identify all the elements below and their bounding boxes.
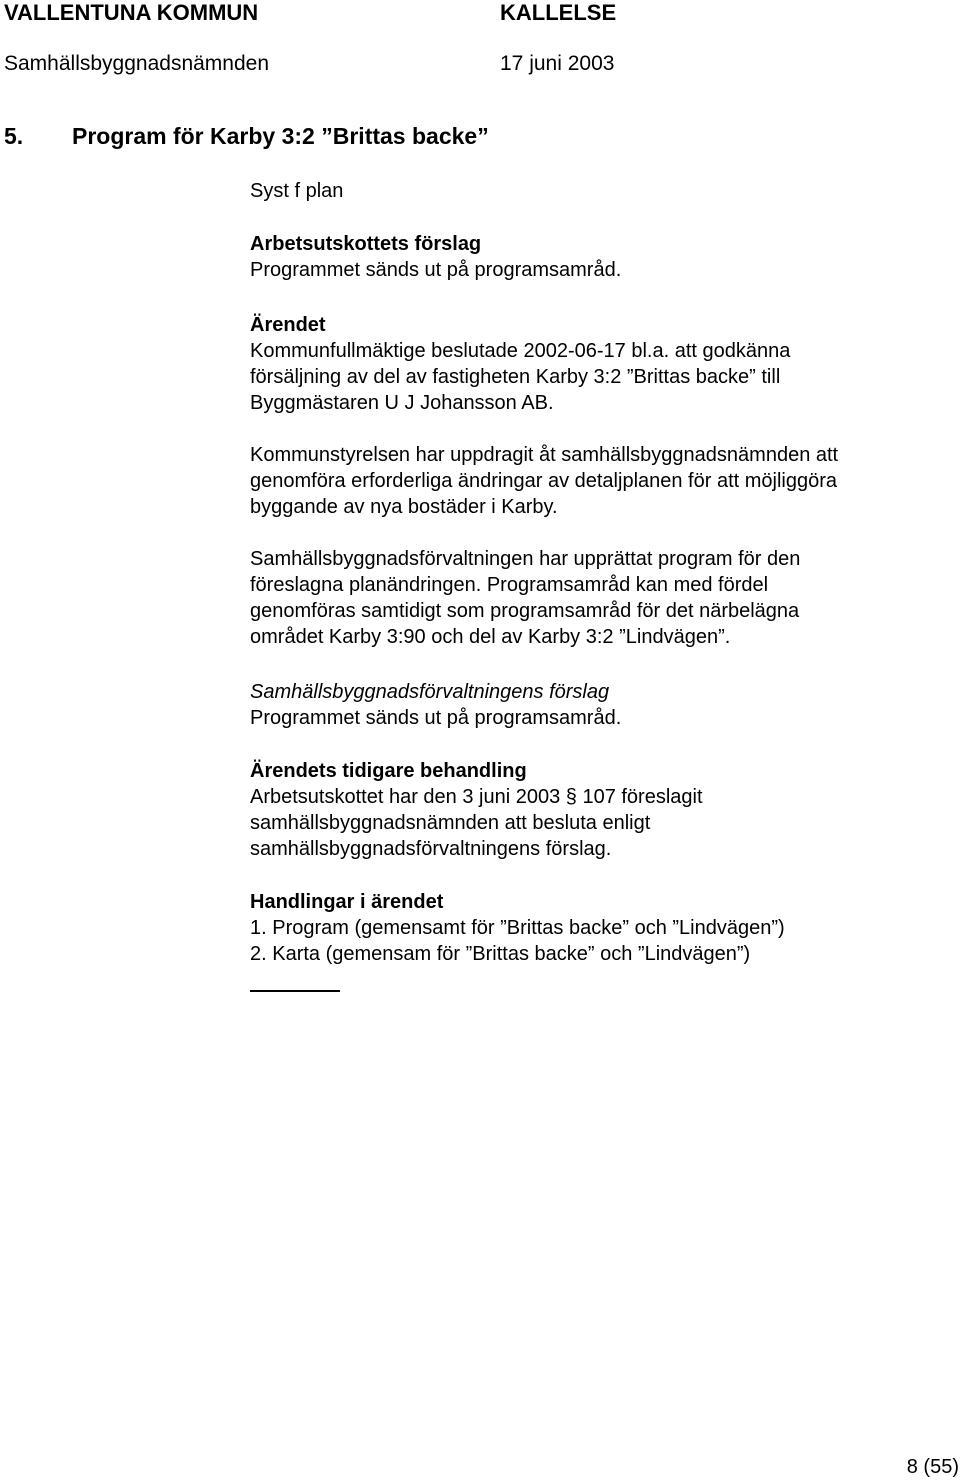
document-type: KALLELSE — [500, 0, 617, 25]
org-name: VALLENTUNA KOMMUN — [4, 0, 259, 25]
matter-heading: Ärendet — [250, 314, 326, 336]
document-item: 2. Karta (gemensam för ”Brittas backe” och ”Lindvägen”) — [250, 943, 751, 965]
matter-p1-line: försäljning av del av fastigheten Karby 3:2 ”Brittas backe” till — [250, 366, 781, 388]
matter-p3-line: området Karby 3:90 och del av Karby 3:2 ”Lindvägen”. — [250, 626, 731, 648]
matter-p3-line: genomföras samtidigt som programsamråd för det närbelägna — [250, 600, 800, 622]
history-line: samhällsbyggnadsförvaltningens förslag. — [250, 838, 612, 860]
item-number: 5. — [4, 123, 24, 149]
history-section — [250, 758, 950, 862]
matter-p1-line: Kommunfullmäktige beslutade 2002-06-17 bl.a. att godkänna — [250, 340, 791, 362]
item-reference: Syst f plan — [250, 180, 344, 202]
documents-section — [250, 889, 950, 967]
au-proposal-section — [250, 231, 950, 283]
matter-p1-line: Byggmästaren U J Johansson AB. — [250, 392, 554, 414]
history-heading: Ärendets tidigare behandling — [250, 760, 527, 782]
matter-p3-line: Samhällsbyggnadsförvaltningen har upprättat program för den — [250, 548, 801, 570]
item-title: Program för Karby 3:2 ”Brittas backe” — [72, 123, 489, 149]
au-proposal-text: Programmet sänds ut på programsamråd. — [250, 259, 622, 281]
admin-proposal-section — [250, 679, 950, 731]
matter-p2-line: Kommunstyrelsen har uppdragit åt samhällsbyggnadsnämnden att — [250, 444, 839, 466]
matter-p3-line: föreslagna planändringen. Programsamråd kan med fördel — [250, 574, 769, 596]
matter-p2-line: genomföra erforderliga ändringar av detaljplanen för att möjliggöra — [250, 470, 838, 492]
meeting-date: 17 juni 2003 — [500, 52, 615, 75]
end-rule — [250, 990, 340, 992]
au-proposal-heading: Arbetsutskottets förslag — [250, 233, 482, 255]
matter-p2-line: byggande av nya bostäder i Karby. — [250, 496, 558, 518]
matter-paragraph-3 — [250, 546, 950, 650]
document-item: 1. Program (gemensamt för ”Brittas backe” och ”Lindvägen”) — [250, 917, 785, 939]
admin-proposal-heading: Samhällsbyggnadsförvaltningens förslag — [250, 681, 610, 703]
committee-name: Samhällsbyggnadsnämnden — [4, 52, 270, 75]
history-line: samhällsbyggnadsnämnden att besluta enligt — [250, 812, 651, 834]
matter-section — [250, 312, 950, 416]
admin-proposal-text: Programmet sänds ut på programsamråd. — [250, 707, 622, 729]
documents-heading: Handlingar i ärendet — [250, 891, 444, 913]
page-number: 8 (55) — [906, 1456, 959, 1478]
matter-paragraph-2 — [250, 442, 950, 520]
history-line: Arbetsutskottet har den 3 juni 2003 § 107 föreslagit — [250, 786, 703, 808]
